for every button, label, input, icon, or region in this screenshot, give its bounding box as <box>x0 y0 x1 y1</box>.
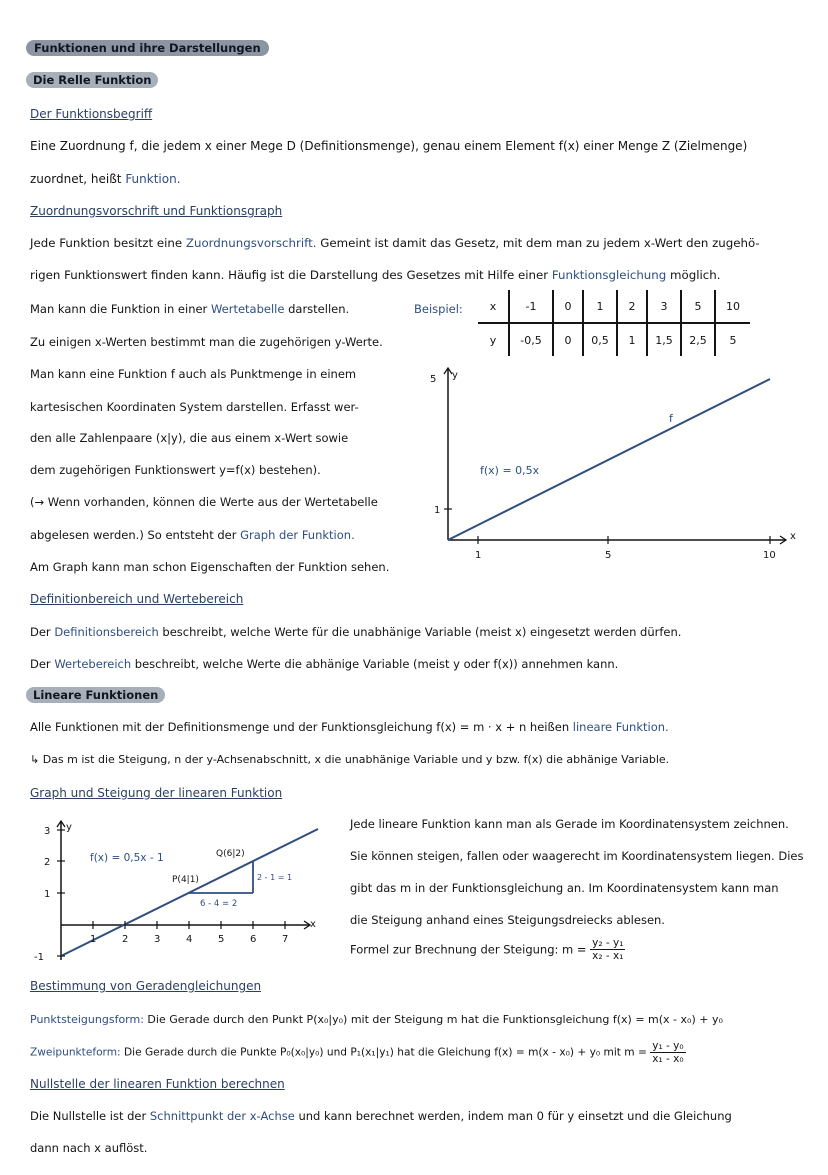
heading-graph-steigung: Graph und Steigung der linearen Funktion <box>30 786 283 800</box>
table-cell: 1,5 <box>647 323 681 356</box>
table-cell: 0,5 <box>583 323 617 356</box>
x-tick-label: 1 <box>475 550 482 561</box>
dy-label: 2 - 1 = 1 <box>257 873 293 882</box>
text-lineare-funktion: Alle Funktionen mit der Definitionsmenge und der Funktionsgleichung f(x) = m · x + n heißen lineare Funktion. <box>30 720 669 734</box>
text-punktmenge-5: (→ Wenn vorhanden, können die Werte aus der Wertetabelle <box>30 495 378 509</box>
point-p-label: P(4|1) <box>172 875 199 885</box>
text-zuordnung-2: rigen Funktionswert finden kann. Häufig ist die Darstellung des Gesetzes mit Hilfe einer Funktionsgleichung möglich. <box>30 268 721 282</box>
table-x-label: x <box>478 290 509 323</box>
table-row-x <box>478 290 750 323</box>
x-tick-label: 2 <box>122 934 129 945</box>
x-tick-label: 4 <box>186 934 193 945</box>
table-cell: 1 <box>583 290 617 323</box>
text-zuordnung-1: Jede Funktion besitzt eine Zuordnungsvorschrift. Gemeint ist damit das Gesetz, mit dem man zu jedem x-Wert den zugehö- <box>30 236 760 250</box>
dx-label: 6 - 4 = 2 <box>200 899 238 909</box>
text-gerade-2: Sie können steigen, fallen oder waagerecht im Koordinatensystem liegen. Dies <box>350 849 804 863</box>
text-definitionsbereich: Der Definitionsbereich beschreibt, welche Werte für die unabhänige Variable (meist x) eingesetzt werden dürfen. <box>30 625 682 639</box>
y-tick-label: 3 <box>44 826 51 837</box>
y-tick-label: 5 <box>430 374 437 385</box>
table-y-label: y <box>489 333 497 347</box>
x-tick-label: 7 <box>282 934 289 945</box>
text-graph-der-funktion: abgelesen werden.) So entsteht der Graph der Funktion. <box>30 528 355 542</box>
table-cell: -0,5 <box>509 323 553 356</box>
text-definition-2: zuordnet, heißt Funktion. <box>30 172 181 186</box>
table-cell: 0 <box>553 290 583 323</box>
table-cell: 5 <box>715 323 750 356</box>
function-name: f <box>669 412 673 425</box>
text-nullstelle-2: dann nach x auflöst. <box>30 1141 148 1155</box>
x-axis-label: x <box>790 531 796 542</box>
text-gerade-4: die Steigung anhand eines Steigungsdreiecks ablesen. <box>350 913 665 927</box>
equation-label: f(x) = 0,5x - 1 <box>90 852 164 864</box>
formula-fraction: $\frac{\text{y₂ - y₁}}{\text{x₂ - x₁}}$ <box>592 937 624 962</box>
table-cell: 1 <box>617 323 647 356</box>
x-tick-label: 6 <box>250 934 257 945</box>
x-tick-label: 5 <box>605 550 612 561</box>
text-wertetabelle-2: Zu einigen x-Werten bestimmt man die zugehörigen y-Werte. <box>30 335 383 349</box>
heading-nullstelle: Nullstelle der linearen Funktion berechnen <box>30 1077 285 1091</box>
x-tick-label: 5 <box>218 934 225 945</box>
graph-f-0-5x <box>420 362 810 567</box>
heading-zuordnung: Zuordnungsvorschrift und Funktionsgraph <box>30 204 283 218</box>
point-q-label: Q(6|2) <box>216 849 245 859</box>
text-steigung-erklaerung: ↳ Das m ist die Steigung, n der y-Achsenabschnitt, x die unabhänige Variable und y bzw. f(x) die abhänige Variable. <box>30 753 670 766</box>
text-wertebereich: Der Wertebereich beschreibt, welche Werte die abhänige Variable (meist y oder f(x)) annehmen kann. <box>30 657 619 671</box>
text-punktmenge-2: kartesischen Koordinaten System darstellen. Erfasst wer- <box>30 400 359 414</box>
x-tick-label: 1 <box>90 934 97 945</box>
text-punktsteigungsform: Punktsteigungsform: Die Gerade durch den Punkt P(x₀|y₀) mit der Steigung m hat die Funktionsgleichung f(x) = m(x - x₀) + y₀ <box>30 1013 723 1026</box>
text-gerade-1: Jede lineare Funktion kann man als Gerade im Koordinatensystem zeichnen. <box>350 817 789 831</box>
text-punktmenge-4: dem zugehörigen Funktionswert y=f(x) bestehen). <box>30 463 321 477</box>
text-definition-1: Eine Zuordnung f, die jedem x einer Mege D (Definitionsmenge), genau einem Element f(x) einer Menge Z (Zielmenge) <box>30 139 748 153</box>
y-tick-label: 1 <box>44 889 51 900</box>
graph-steigungsdreieck <box>28 815 328 965</box>
heading-bestimmung: Bestimmung von Geradengleichungen <box>30 979 262 993</box>
y-axis-label: y <box>452 370 458 381</box>
text-punktmenge-1: Man kann eine Funktion f auch als Punktmenge in einem <box>30 367 357 381</box>
y-tick-label: 2 <box>44 857 51 868</box>
text-punktmenge-3: den alle Zahlenpaare (x|y), die aus einem x-Wert sowie <box>30 431 349 445</box>
text-wertetabelle-1: Man kann die Funktion in einer Wertetabelle darstellen. <box>30 302 350 316</box>
table-cell: -1 <box>509 290 553 323</box>
page-title: Funktionen und ihre Darstellungen <box>26 41 269 55</box>
heading-definitionsbereich: Definitionbereich und Wertebereich <box>30 592 244 606</box>
text-zweipunkteform: Zweipunkteform: Die Gerade durch die Punkte P₀(x₀|y₀) und P₁(x₁|y₁) hat die Gleichung f(x) = m(x - x₀) + y₀ mit m = $\frac{\text{y₁ - y₀}}{\text{x₁ - x₀}}$ <box>30 1040 684 1065</box>
text-nullstelle-1: Die Nullstelle ist der Schnittpunkt der x-Achse und kann berechnet werden, indem man 0 für y einsetzt und die Gleichung <box>30 1109 732 1123</box>
text-eigenschaften: Am Graph kann man schon Eigenschaften der Funktion sehen. <box>30 560 390 574</box>
graph-line <box>448 379 770 540</box>
y-tick-label: 1 <box>434 505 441 516</box>
table-row-y <box>478 323 750 356</box>
table-cell: 5 <box>681 290 715 323</box>
x-tick-label: 10 <box>763 550 776 561</box>
y-axis-label: y <box>66 822 72 833</box>
equation-label: f(x) = 0,5x <box>480 464 540 477</box>
table-cell: 3 <box>647 290 681 323</box>
text-gerade-3: gibt das m in der Funktionsgleichung an. Im Koordinatensystem kann man <box>350 881 779 895</box>
formula-steigung: Formel zur Brechnung der Steigung: m = $\frac{\text{y₂ - y₁}}{\text{x₂ - x₁}}$ <box>350 937 624 962</box>
y-tick-label: -1 <box>34 952 44 963</box>
table-cell: 10 <box>715 290 750 323</box>
section-lineare-funktionen: Lineare Funktionen <box>26 688 165 702</box>
zweipunkte-fraction: $\frac{\text{y₁ - y₀}}{\text{x₁ - x₀}}$ <box>652 1040 684 1065</box>
table-cell: 2,5 <box>681 323 715 356</box>
beispiel-label: Beispiel: <box>414 302 463 316</box>
x-axis-label: x <box>310 919 316 930</box>
table-cell: 0 <box>553 323 583 356</box>
section-relle-funktion: Die Relle Funktion <box>26 73 158 87</box>
value-table <box>478 290 750 356</box>
x-tick-label: 3 <box>154 934 161 945</box>
heading-funktionsbegriff: Der Funktionsbegriff <box>30 107 153 121</box>
table-cell: 2 <box>617 290 647 323</box>
